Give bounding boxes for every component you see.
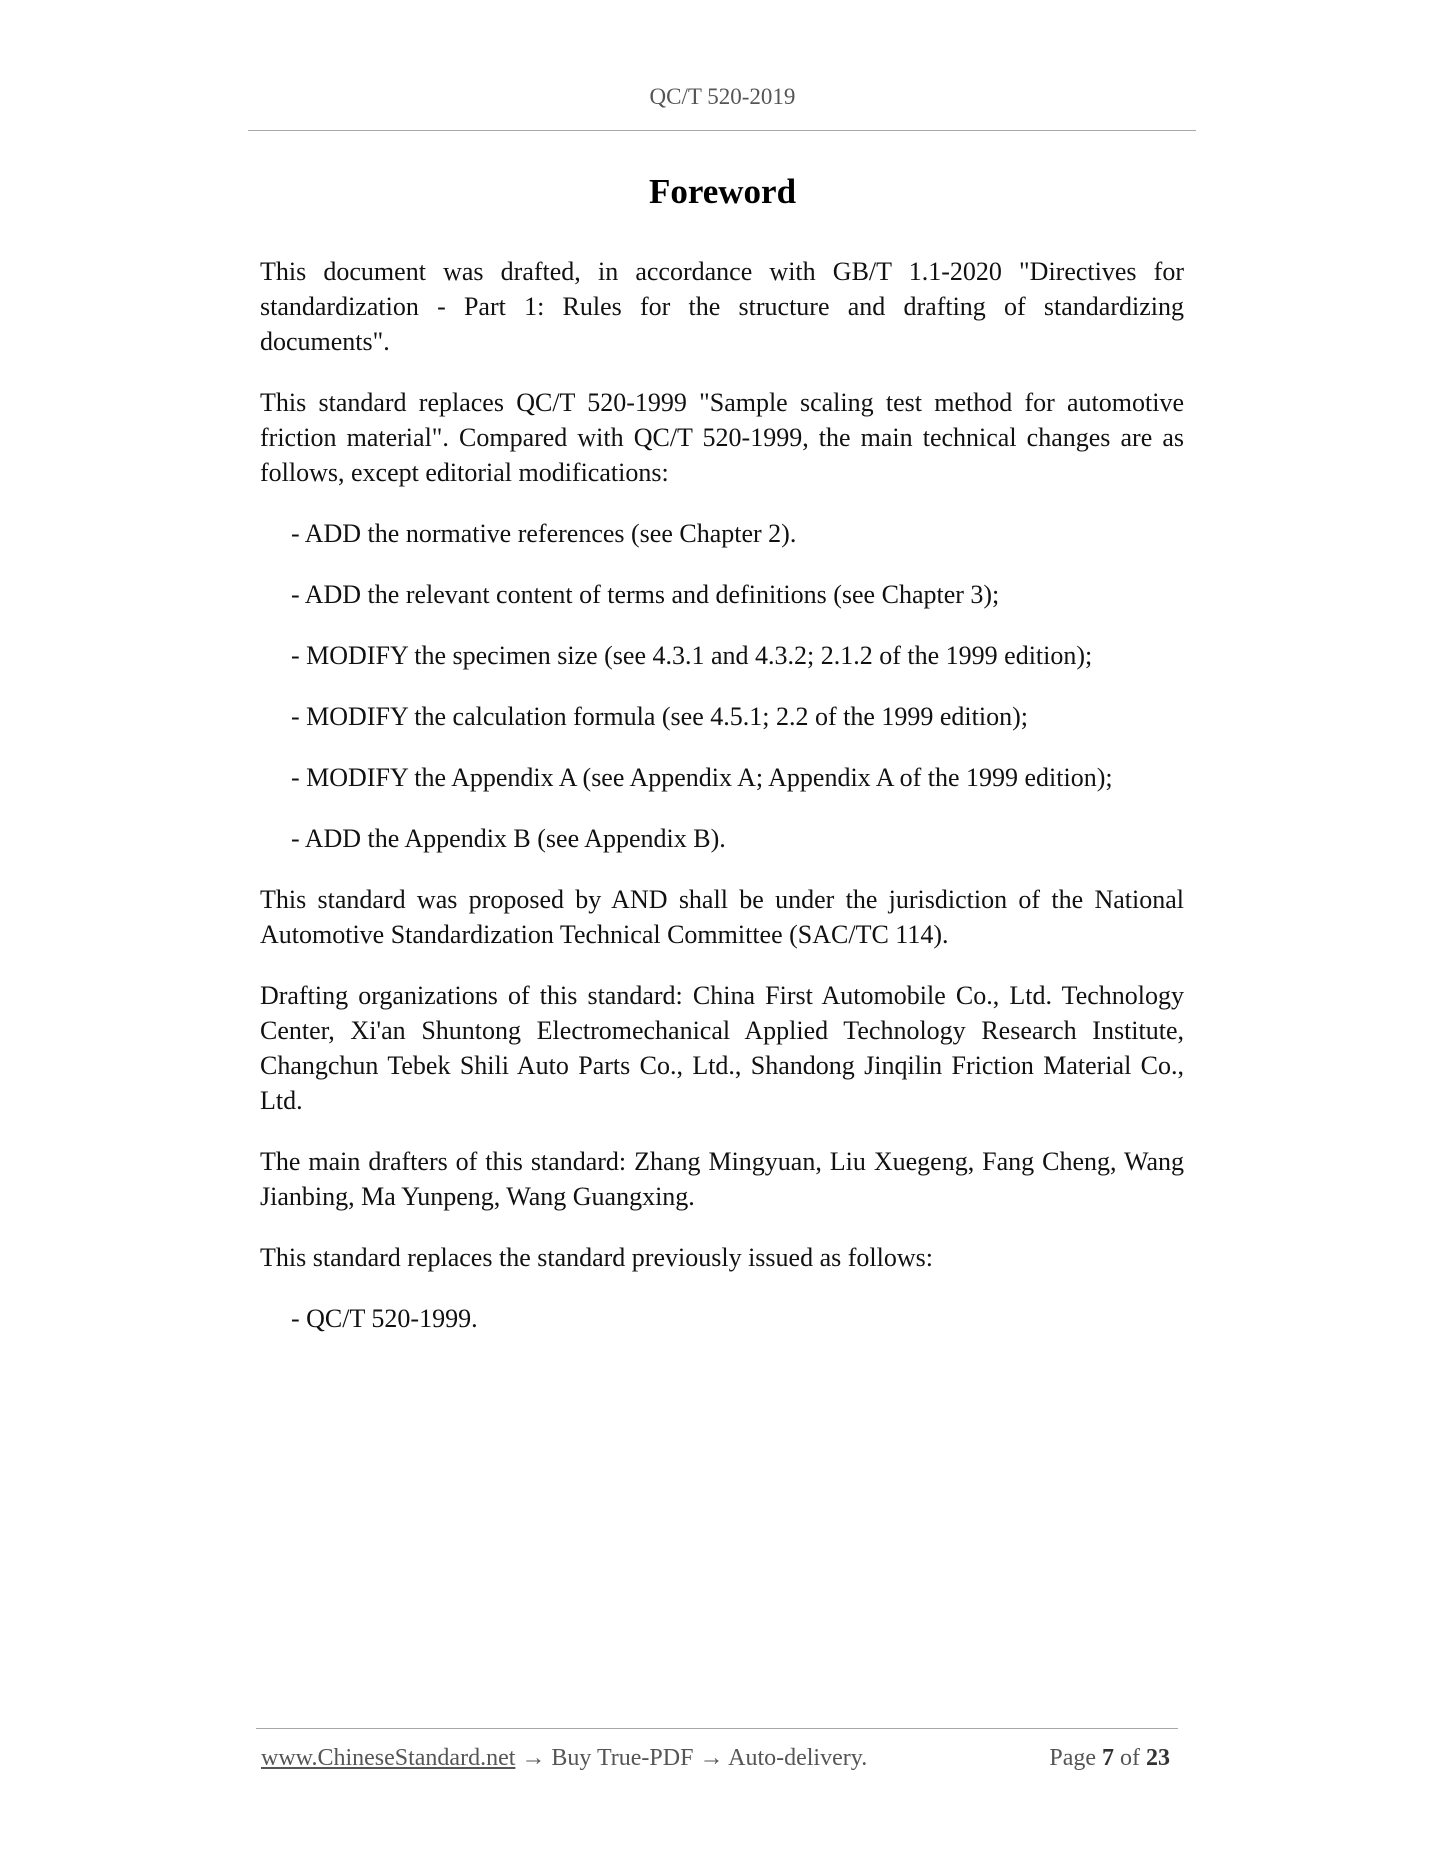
paragraph-drafters: The main drafters of this standard: Zhang Mingyuan, Liu Xuegeng, Fang Cheng, Wang Jianbing, Ma Yunpeng, Wang Guangxing. <box>260 1147 1184 1211</box>
footer-promo <box>261 1745 867 1772</box>
paragraph-drafting-basis: This document was drafted, in accordance with GB/T 1.1-2020 "Directives for standardization - Part 1: Rules for the structure and drafting of standardizing documents". <box>260 257 1184 356</box>
document-body <box>260 254 1184 1362</box>
paragraph-drafting-organizations: Drafting organizations of this standard: China First Automobile Co., Ltd. Technology Center, Xi'an Shuntong Electromechanical Applied Technology Research Institute, Changchun Tebek Shili Auto Parts Co., Ltd., Shandong Jinqilin Friction Material Co., Ltd. <box>260 981 1184 1115</box>
page-number <box>1049 1745 1170 1772</box>
list-item: - ADD the normative references (see Chapter 2). <box>291 519 797 548</box>
current-page-number: 7 <box>1102 1745 1114 1771</box>
list-item: - MODIFY the Appendix A (see Appendix A; Appendix A of the 1999 edition); <box>291 763 1113 792</box>
page-title: Foreword <box>648 172 797 211</box>
list-item: - ADD the relevant content of terms and definitions (see Chapter 3); <box>291 580 1000 609</box>
list-item-previous-edition: - QC/T 520-1999. <box>291 1304 478 1333</box>
list-item: - ADD the Appendix B (see Appendix B). <box>291 824 726 853</box>
list-item: - MODIFY the specimen size (see 4.3.1 and 4.3.2; 2.1.2 of the 1999 edition); <box>291 641 1093 670</box>
total-page-count: 23 <box>1146 1745 1170 1771</box>
page-footer <box>261 1745 1178 1779</box>
paragraph-jurisdiction: This standard was proposed by AND shall be under the jurisdiction of the National Automotive Standardization Technical Committee (SAC/TC 114). <box>260 885 1184 949</box>
page-label: Page <box>1049 1745 1096 1771</box>
paragraph-previous-issues: This standard replaces the standard previously issued as follows: <box>260 1243 933 1272</box>
footer-divider <box>256 1728 1178 1729</box>
header-divider <box>248 130 1196 131</box>
footer-buy-text: → Buy True-PDF → Auto-delivery. <box>515 1745 868 1771</box>
paragraph-replacement: This standard replaces QC/T 520-1999 "Sample scaling test method for automotive friction material". Compared with QC/T 520-1999, the main technical changes are as follows, except editorial modifications: <box>260 388 1184 487</box>
page-header: QC/T 520-2019 <box>649 84 796 109</box>
of-label: of <box>1120 1745 1140 1771</box>
list-item: - MODIFY the calculation formula (see 4.5.1; 2.2 of the 1999 edition); <box>291 702 1028 731</box>
website-link[interactable]: www.ChineseStandard.net <box>261 1745 516 1771</box>
